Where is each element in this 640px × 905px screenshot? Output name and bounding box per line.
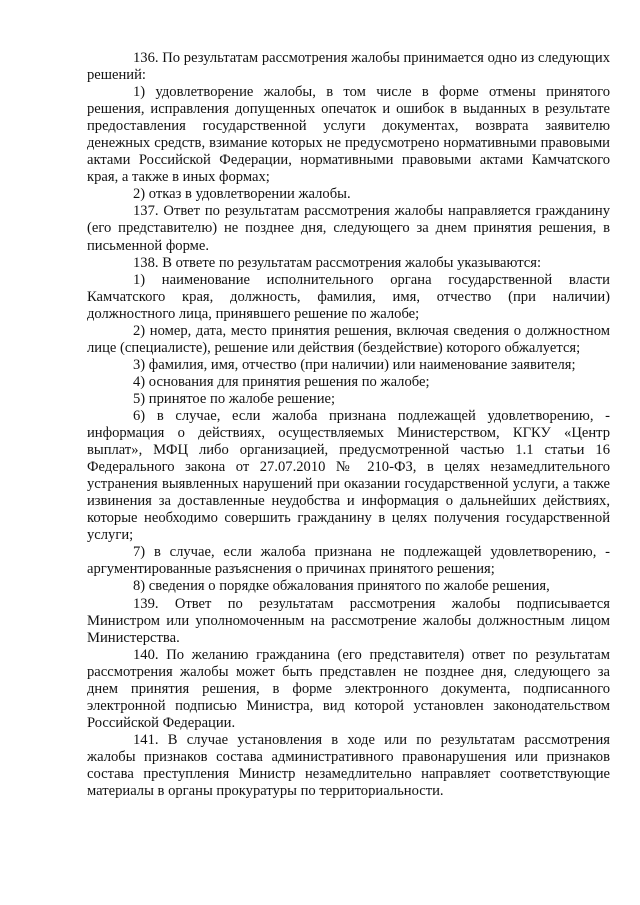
paragraph-141: 141. В случае установления в ходе или по результатам рассмотрения жалобы признаков состава административного правонарушения или признаков состава преступления Министр незамедлительно направляет соответствующие материалы в органы прокуратуры по территориальности.	[87, 731, 610, 800]
paragraph-138-item-8: 8) сведения о порядке обжалования принятого по жалобе решения,	[133, 578, 550, 595]
paragraph-137: 137. Ответ по результатам рассмотрения жалобы направляется гражданину (его представителю) не позднее дня, следующего за днем принятия решения, в письменной форме.	[87, 203, 610, 254]
paragraph-139: 139. Ответ по результатам рассмотрения жалобы подписывается Министром или уполномоченным на рассмотрение жалобы должностным лицом Министерства.	[87, 595, 610, 646]
paragraph-136-item-1: 1) удовлетворение жалобы, в том числе в форме отмены принятого решения, исправления допущенных опечаток и ошибок в выданных в результате предоставления государственной услуги документах, возврата заявителю денежных средств, взимание которых не предусмотрено нормативными правовыми актами Российской Федерации, нормативными правовыми актами Камчатского края, а также в иных формах;	[87, 84, 610, 186]
paragraph-138-item-3: 3) фамилия, имя, отчество (при наличии) или наименование заявителя;	[133, 356, 576, 373]
paragraph-138-item-1: 1) наименование исполнительного органа государственной власти Камчатского края, должность, фамилия, имя, отчество (при наличии) должностного лица, принявшего решение по жалобе;	[87, 271, 610, 322]
paragraph-136-intro: 136. По результатам рассмотрения жалобы принимается одно из следующих решений:	[87, 50, 610, 84]
paragraph-136-item-2: 2) отказ в удовлетворении жалобы.	[133, 186, 351, 203]
paragraph-140: 140. По желанию гражданина (его представителя) ответ по результатам рассмотрения жалобы может быть представлен не позднее дня, следующего за днем принятия решения, в форме электронного документа, подписанного электронной подписью Министра, вид которой установлен законодательством Российской Федерации.	[87, 646, 610, 731]
paragraph-138-item-5: 5) принятое по жалобе решение;	[133, 390, 336, 407]
paragraph-138-item-7: 7) в случае, если жалоба признана не подлежащей удовлетворению, - аргументированные разъяснения о причинах принятого решения;	[87, 544, 610, 578]
document-page	[87, 50, 610, 800]
paragraph-138-item-6: 6) в случае, если жалоба признана подлежащей удовлетворению, - информация о действиях, осуществляемых Министерством, КГКУ «Центр выплат», МФЦ либо организацией, предусмотренной частью 1.1 статьи 16 Федерального закона от 27.07.2010 № 210-ФЗ, в целях незамедлительного устранения выявленных нарушений при оказании государственной услуги, а также извинения за доставленные неудобства и информация о дальнейших действиях, которые необходимо совершить гражданину в целях получения государственной услуги;	[87, 407, 610, 544]
paragraph-138-item-2: 2) номер, дата, место принятия решения, включая сведения о должностном лице (специалисте), решение или действия (бездействие) которого обжалуется;	[87, 322, 610, 356]
paragraph-138-intro: 138. В ответе по результатам рассмотрения жалобы указываются:	[133, 254, 542, 271]
paragraph-138-item-4: 4) основания для принятия решения по жалобе;	[133, 373, 430, 390]
